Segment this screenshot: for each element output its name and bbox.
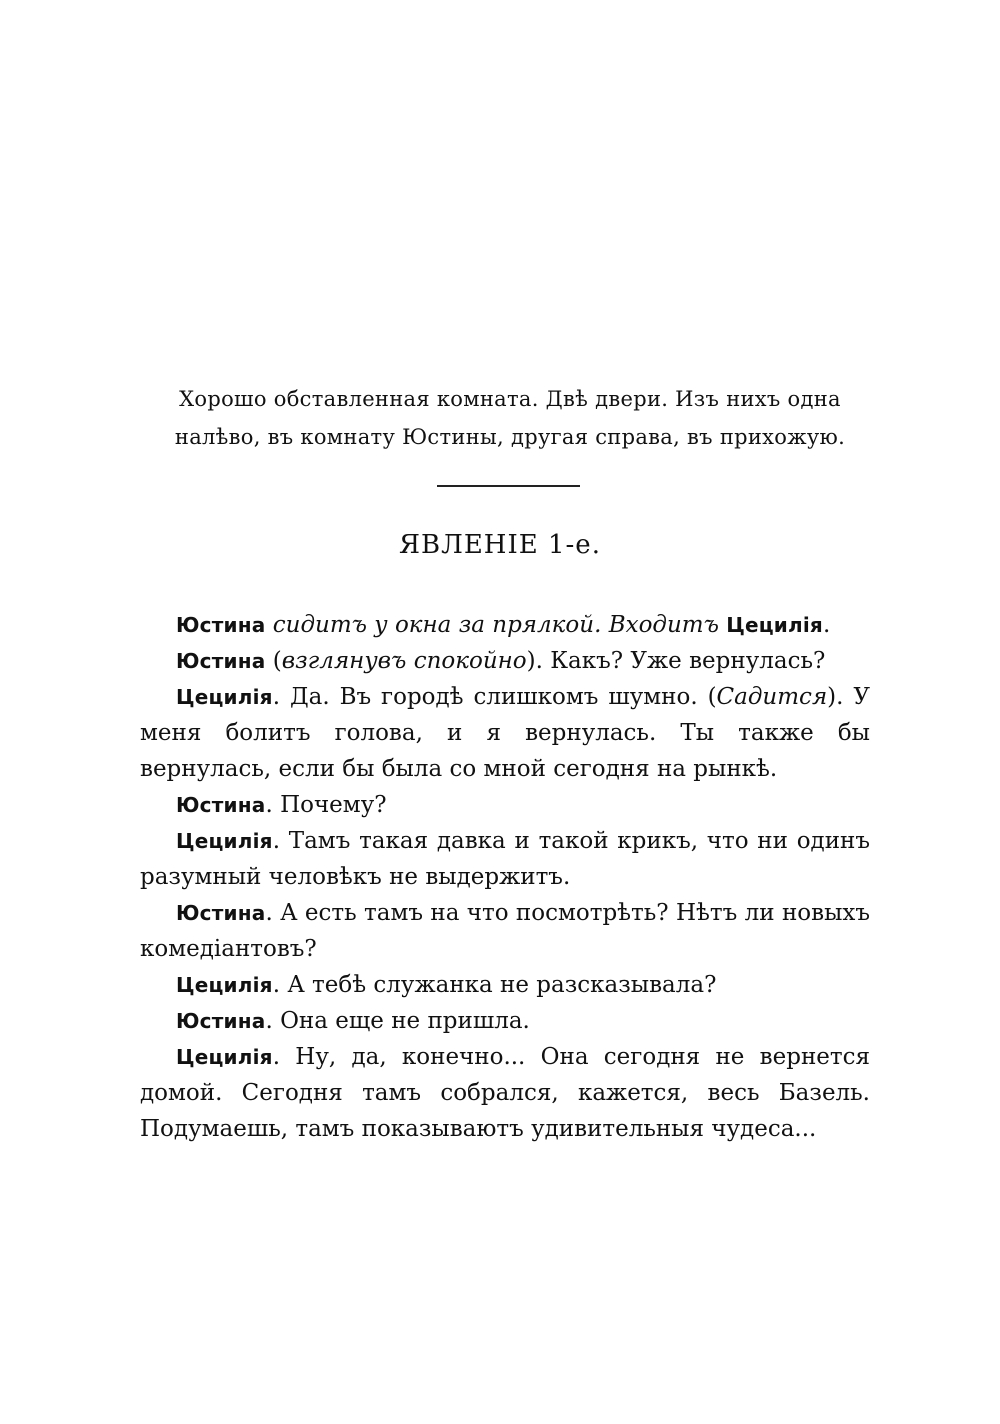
dialogue-line: ). Какъ? Уже вернулась? xyxy=(526,648,826,674)
speaker-name: Цецилія xyxy=(176,973,273,997)
section-divider xyxy=(437,485,580,487)
dialogue-line: . Тамъ такая давка и такой крикъ, что ни одинъ разумный человѣкъ не выдержитъ. xyxy=(140,828,870,890)
speaker-name: Цецилія xyxy=(176,685,273,709)
dialogue-line: . А есть тамъ на что посмотрѣть? Нѣтъ ли новыхъ комедіантовъ? xyxy=(140,900,870,962)
speaker-name: Юстина xyxy=(176,901,266,925)
dialogue-paragraph xyxy=(140,787,870,823)
dialogue-paragraph xyxy=(140,1039,870,1147)
scene-title: ЯВЛЕНІЕ 1-е. xyxy=(399,530,601,560)
dialogue-paragraph xyxy=(140,607,870,643)
dialogue-line: . Ну, да, конечно... Она сегодня не вернется домой. Сегодня тамъ собрался, кажется, весь Базель. Подумаешь, тамъ показываютъ удивительныя чудеса... xyxy=(140,1044,870,1142)
speaker-name: Юстина xyxy=(176,1009,266,1033)
dialogue-paragraph xyxy=(140,967,870,1003)
dialogue-paragraph xyxy=(140,1003,870,1039)
speaker-name: Юстина xyxy=(176,649,266,673)
dialogue-line: . А тебѣ служанка не разсказывала? xyxy=(272,972,717,998)
dialogue-paragraph xyxy=(140,679,870,787)
dialogue-line: . xyxy=(822,612,831,638)
setting-line: налѣво, въ комнату Юстины, другая справа, въ прихожую. xyxy=(174,425,846,449)
stage-setting xyxy=(140,380,880,456)
speaker-name: Юстина xyxy=(176,613,266,637)
stage-direction: сидитъ у окна за прялкой. Входитъ xyxy=(265,612,727,638)
speaker-name: Цецилія xyxy=(176,829,273,853)
dialogue-paragraph xyxy=(140,895,870,967)
speaker-name: Цецилія xyxy=(726,613,823,637)
dialogue-text xyxy=(140,607,870,1147)
dialogue-line: . Она еще не пришла. xyxy=(265,1008,530,1034)
dialogue-line: . Да. Въ городѣ слишкомъ шумно. ( xyxy=(272,684,717,710)
setting-line: Хорошо обставленная комната. Двѣ двери. Изъ нихъ одна xyxy=(179,387,841,411)
dialogue-paragraph xyxy=(140,823,870,895)
stage-direction: Садится xyxy=(716,684,828,710)
dialogue-line: ( xyxy=(265,648,282,674)
dialogue-line: . Почему? xyxy=(265,792,387,818)
dialogue-paragraph xyxy=(140,643,870,679)
dialogue-line: ). У меня болитъ голова, и я вернулась. Ты также бы вернулась, если бы была со мной сегодня на рынкѣ. xyxy=(140,684,871,782)
speaker-name: Цецилія xyxy=(176,1045,273,1069)
stage-direction: взглянувъ спокойно xyxy=(281,648,527,674)
speaker-name: Юстина xyxy=(176,793,266,817)
